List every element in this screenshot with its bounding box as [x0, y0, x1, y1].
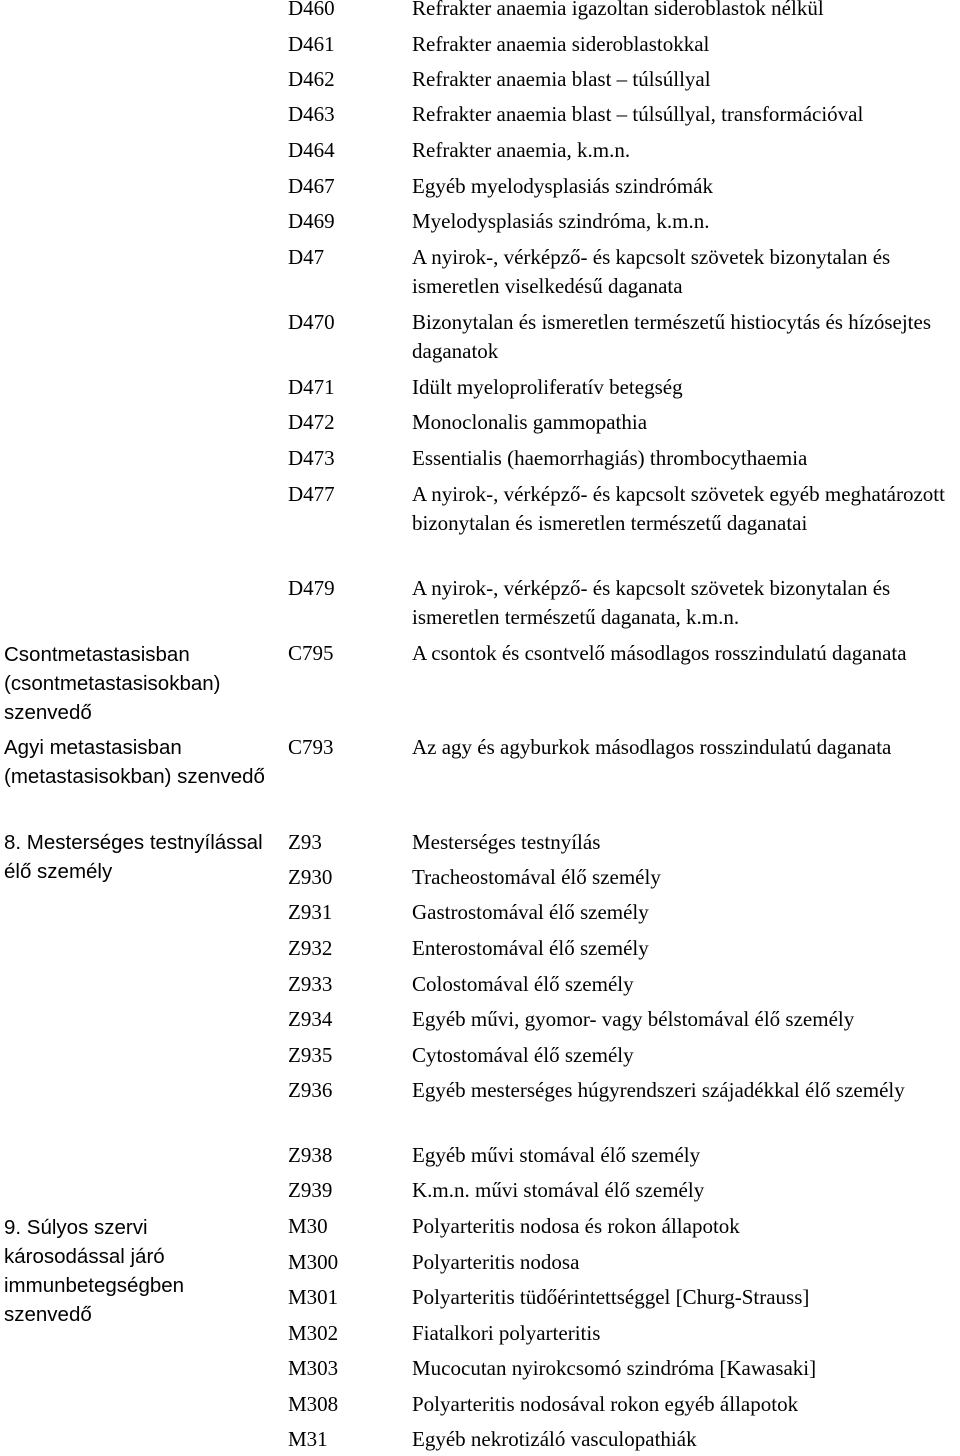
code-cell: D470	[288, 310, 335, 334]
code-cell: Z932	[288, 936, 333, 960]
description-cell: Essentialis (haemorrhagiás) thrombocythaemia	[412, 446, 808, 470]
description-cell: A nyirok-, vérképző- és kapcsolt szövetek egyéb meghatározott bizonytalan és ismeretlen természetű daganatai	[412, 482, 945, 535]
code-cell: D47	[288, 245, 325, 269]
description-cell: Mesterséges testnyílás	[412, 830, 601, 854]
code-cell: Z931	[288, 900, 333, 924]
code-cell: Z934	[288, 1007, 333, 1031]
code-cell: D479	[288, 576, 335, 600]
description-cell: Refrakter anaemia blast – túlsúllyal	[412, 67, 711, 91]
code-cell: M301	[288, 1285, 339, 1309]
description-cell: Myelodysplasiás szindróma, k.m.n.	[412, 209, 710, 233]
code-cell: D472	[288, 410, 335, 434]
code-cell: Z936	[288, 1078, 333, 1102]
code-cell: M302	[288, 1321, 339, 1345]
code-cell: D460	[288, 0, 335, 20]
code-cell: C795	[288, 641, 334, 665]
description-cell: Refrakter anaemia, k.m.n.	[412, 138, 631, 162]
description-cell: A csontok és csontvelő másodlagos rosszindulatú daganata	[412, 641, 907, 665]
description-cell: Tracheostomával élő személy	[412, 865, 661, 889]
category-bone-metastasis: Csontmetastasisban (csontmetastasisokban) szenvedő	[4, 643, 221, 724]
code-cell: M31	[288, 1427, 328, 1451]
code-cell: Z939	[288, 1178, 333, 1202]
description-cell: Egyéb művi stomával élő személy	[412, 1143, 701, 1167]
code-cell: C793	[288, 735, 334, 759]
description-cell: Polyarteritis nodosa	[412, 1250, 580, 1274]
code-cell: D477	[288, 482, 335, 506]
code-cell: D471	[288, 375, 335, 399]
code-cell: D463	[288, 102, 335, 126]
description-cell: K.m.n. művi stomával élő személy	[412, 1178, 705, 1202]
description-cell: Idült myeloproliferatív betegség	[412, 375, 683, 399]
code-cell: D469	[288, 209, 335, 233]
description-cell: Az agy és agyburkok másodlagos rosszindulatú daganata	[412, 735, 892, 759]
category-immune-disease: 9. Súlyos szervi károsodással járó immunbetegségben szenvedő	[4, 1216, 185, 1326]
description-cell: Polyarteritis nodosa és rokon állapotok	[412, 1214, 740, 1238]
code-cell: D461	[288, 32, 335, 56]
code-cell: M303	[288, 1356, 339, 1380]
code-cell: D467	[288, 174, 335, 198]
description-cell: Egyéb nekrotizáló vasculopathiák	[412, 1427, 697, 1451]
code-cell: D464	[288, 138, 335, 162]
description-cell: Polyarteritis nodosával rokon egyéb állapotok	[412, 1392, 799, 1416]
description-cell: Refrakter anaemia sideroblastokkal	[412, 32, 710, 56]
code-cell: Z935	[288, 1043, 333, 1067]
code-cell: D462	[288, 67, 335, 91]
description-cell: Colostomával élő személy	[412, 972, 634, 996]
code-cell: D473	[288, 446, 335, 470]
description-cell: Bizonytalan és ismeretlen természetű histiocytás és hízósejtes daganatok	[412, 310, 932, 363]
description-cell: Refrakter anaemia igazoltan sideroblastok nélkül	[412, 0, 824, 20]
category-brain-metastasis: Agyi metastasisban (metastasisokban) szenvedő	[4, 736, 265, 788]
description-cell: Egyéb myelodysplasiás szindrómák	[412, 174, 713, 198]
code-cell: M300	[288, 1250, 339, 1274]
description-cell: A nyirok-, vérképző- és kapcsolt szövetek bizonytalan és ismeretlen természetű daganata, k.m.n.	[412, 576, 891, 629]
description-cell: Gastrostomával élő személy	[412, 900, 649, 924]
description-cell: Egyéb mesterséges húgyrendszeri szájadékkal élő személy	[412, 1078, 905, 1102]
description-cell: Polyarteritis tüdőérintettséggel [Churg-Strauss]	[412, 1285, 810, 1309]
description-cell: Enterostomával élő személy	[412, 936, 649, 960]
code-cell: Z938	[288, 1143, 333, 1167]
description-cell: Refrakter anaemia blast – túlsúllyal, transformációval	[412, 102, 864, 126]
category-artificial-opening: 8. Mesterséges testnyílással élő személy	[4, 831, 263, 883]
description-cell: Fiatalkori polyarteritis	[412, 1321, 601, 1345]
code-cell: Z930	[288, 865, 333, 889]
code-cell: Z933	[288, 972, 333, 996]
description-cell: Mucocutan nyirokcsomó szindróma [Kawasaki]	[412, 1356, 817, 1380]
code-cell: M30	[288, 1214, 328, 1238]
description-cell: Monoclonalis gammopathia	[412, 410, 648, 434]
code-cell: Z93	[288, 830, 322, 854]
code-cell: M308	[288, 1392, 339, 1416]
description-cell: Cytostomával élő személy	[412, 1043, 634, 1067]
description-cell: Egyéb művi, gyomor- vagy bélstomával élő személy	[412, 1007, 855, 1031]
description-cell: A nyirok-, vérképző- és kapcsolt szövetek bizonytalan és ismeretlen viselkedésű daganata	[412, 245, 891, 298]
